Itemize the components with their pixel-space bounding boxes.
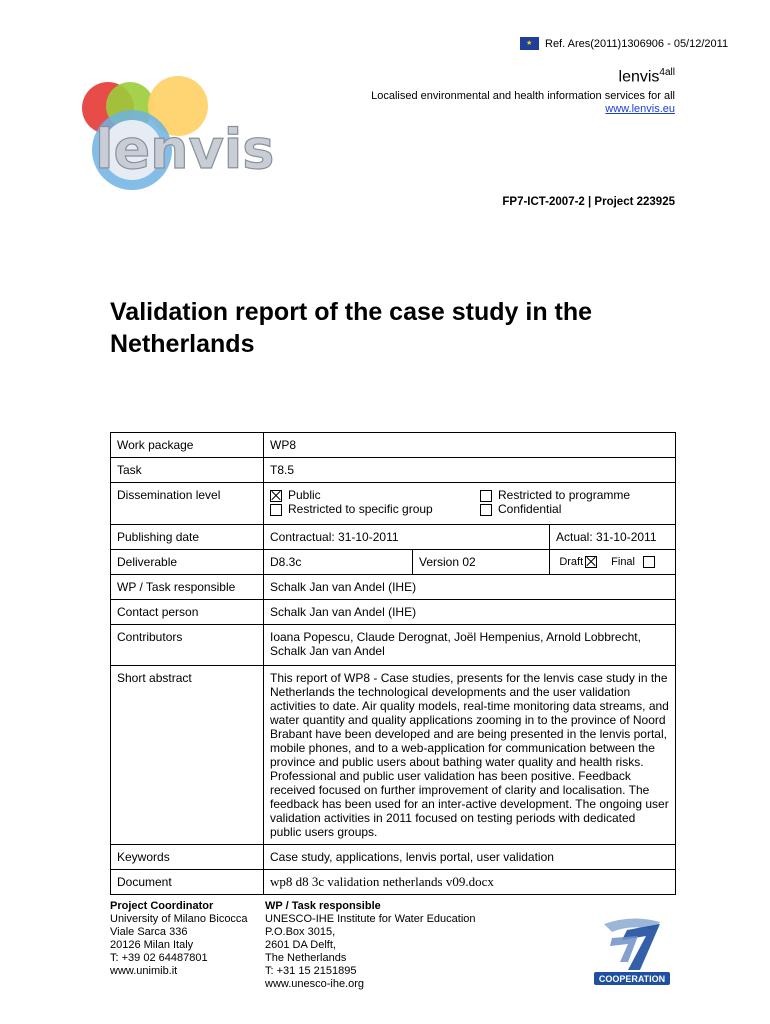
keywords-value: Case study, applications, lenvis portal, user validation [264, 845, 676, 870]
dissemination-label: Dissemination level [111, 483, 264, 525]
task-label: Task [111, 458, 264, 483]
task-value: T8.5 [264, 458, 676, 483]
public-option-label: Public [288, 488, 321, 502]
confidential-checkbox[interactable] [480, 504, 492, 516]
status-options [550, 550, 676, 575]
table-row [111, 870, 676, 895]
coordinator-line: T: +39 02 64487801 [110, 952, 208, 964]
table-row [111, 625, 676, 666]
responsible-line: The Netherlands [265, 952, 347, 964]
wp-responsible-value: Schalk Jan van Andel (IHE) [264, 575, 676, 600]
version-value: Version 02 [413, 550, 550, 575]
coordinator-title: Project Coordinator [110, 900, 214, 912]
confidential-label: Confidential [498, 502, 562, 516]
metadata-table [110, 432, 676, 895]
public-checkbox[interactable] [270, 490, 282, 502]
responsible-title: WP / Task responsible [265, 900, 381, 912]
table-row [111, 845, 676, 870]
dissemination-options [264, 483, 676, 525]
work-package-value: WP8 [264, 433, 676, 458]
responsible-line: T: +31 15 2151895 [265, 965, 357, 977]
table-row [111, 666, 676, 845]
document-filename: wp8 d8 3c validation netherlands v09.docx [264, 870, 676, 895]
restricted-programme-label: Restricted to programme [498, 488, 631, 502]
keywords-label: Keywords [111, 845, 264, 870]
abstract-value: This report of WP8 - Case studies, presents for the lenvis case study in the Netherlands the technological developments and the user validation activities to date. Air quality models, real-time monitoring data streams, and water quantity and quality applications zooming in to the province of Noord Brabant have been developed and are being presented in the lenvis portal, mobile phones, and to a web-application for communication between the province and public users about bathing water quality and health risks. Professional and public user validation has been positive. Feedback received focused on further improvement of clarity and localisation. The feedback has been used for an inter-active development. The ongoing user validation activities in 2011 focused on testing periods with dedicated public users groups. [264, 666, 676, 845]
contact-label: Contact person [111, 600, 264, 625]
publishing-date-label: Publishing date [111, 525, 264, 550]
coordinator-link[interactable]: www.unimib.it [110, 965, 178, 977]
responsible-line: 2601 DA Delft, [265, 939, 336, 951]
reference-text: Ref. Ares(2011)1306906 - 05/12/2011 [545, 37, 729, 50]
table-row [111, 600, 676, 625]
work-package-label: Work package [111, 433, 264, 458]
coordinator-line: Viale Sarca 336 [110, 926, 188, 938]
deliverable-label: Deliverable [111, 550, 264, 575]
website-link[interactable]: www.lenvis.eu [605, 103, 675, 115]
responsible-line: UNESCO-IHE Institute for Water Education [265, 913, 476, 925]
table-row [111, 458, 676, 483]
fp7-cooperation-logo [582, 910, 682, 990]
brand-name: lenvis$^{4all}$ [618, 67, 675, 86]
responsible-line: P.O.Box 3015, [265, 926, 336, 938]
responsible-link[interactable]: www.unesco-ihe.org [265, 978, 365, 990]
table-row [111, 550, 676, 575]
contractual-date: Contractual: 31-10-2011 [264, 525, 550, 550]
table-row [111, 575, 676, 600]
coordinator-line: 20126 Milan Italy [110, 939, 194, 951]
restricted-group-label: Restricted to specific group [288, 502, 433, 516]
final-label: Final [611, 556, 635, 568]
eu-flag-icon [520, 37, 539, 50]
abstract-label: Short abstract [111, 666, 264, 845]
draft-label: Draft [559, 556, 584, 568]
actual-date: Actual: 31-10-2011 [550, 525, 676, 550]
logo-wordmark: lenvis [95, 118, 275, 181]
table-row [111, 525, 676, 550]
final-checkbox[interactable] [643, 556, 655, 568]
project-id: FP7-ICT-2007-2 | Project 223925 [502, 196, 675, 208]
wp-responsible-label: WP / Task responsible [111, 575, 264, 600]
contact-value: Schalk Jan van Andel (IHE) [264, 600, 676, 625]
reference-line [520, 37, 728, 50]
lenvis-logo [70, 72, 310, 192]
contributors-value: Ioana Popescu, Claude Derognat, Joël Hempenius, Arnold Lobbrecht, Schalk Jan van Andel [264, 625, 676, 666]
contributors-label: Contributors [111, 625, 264, 666]
restricted-programme-checkbox[interactable] [480, 490, 492, 502]
tagline: Localised environmental and health information services for all [371, 90, 675, 102]
table-row [111, 483, 676, 525]
coordinator-line: University of Milano Bicocca [110, 913, 248, 925]
document-label: Document [111, 870, 264, 895]
cooperation-text: COOPERATION [598, 974, 666, 984]
coordinator-block [110, 900, 248, 978]
document-title: Validation report of the case study in the Netherlands [110, 298, 593, 358]
deliverable-value: D8.3c [264, 550, 413, 575]
table-row [111, 433, 676, 458]
restricted-group-checkbox[interactable] [270, 504, 282, 516]
responsible-block [265, 900, 476, 991]
draft-checkbox[interactable] [585, 556, 597, 568]
